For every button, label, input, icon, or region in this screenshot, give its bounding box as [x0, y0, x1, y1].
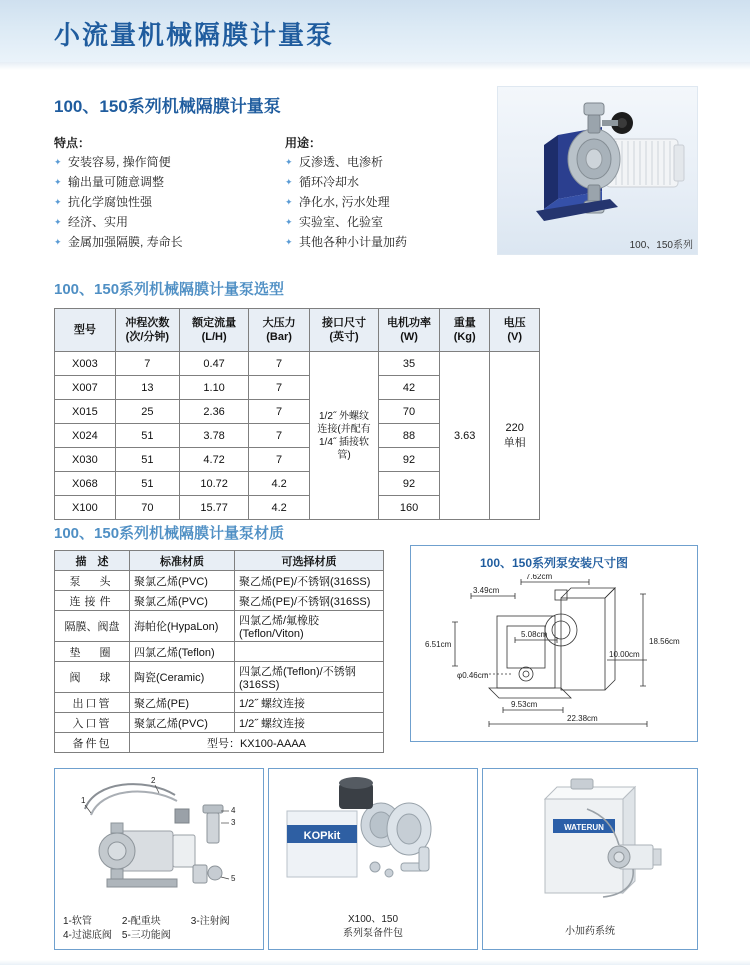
cell-description: 入口管: [55, 713, 130, 733]
cell-pressure: 7: [249, 424, 310, 448]
col-pressure: 大压力 (Bar): [249, 309, 310, 352]
cell-flow: 2.36: [179, 400, 248, 424]
dimension-svg: [411, 574, 697, 734]
features-list: [54, 152, 183, 252]
dim-label: 22.38cm: [567, 714, 598, 723]
list-item: ✦ 抗化学腐蚀性强: [54, 192, 183, 212]
cell-power: 92: [379, 448, 440, 472]
list-item: ✦ 实验室、化验室: [285, 212, 407, 232]
cell-strokes: 51: [115, 448, 179, 472]
cell-optional: 1/2˝ 螺纹连接: [235, 713, 384, 733]
intro-title: 100、150系列机械隔膜计量泵: [54, 97, 281, 116]
col-strokes: 冲程次数 (次/分钟): [115, 309, 179, 352]
panel-spare-kit: [268, 768, 478, 950]
cell-model: X015: [55, 400, 116, 424]
list-item: ✦ 输出量可随意调整: [54, 172, 183, 192]
table-row: [55, 591, 384, 611]
uses-heading: 用途：: [285, 136, 322, 150]
cell-model: X068: [55, 472, 116, 496]
cell-flow: 1.10: [179, 376, 248, 400]
cell-spare-label: 备件包: [55, 733, 130, 753]
cell-description: 连接件: [55, 591, 130, 611]
cell-description: 泵 头: [55, 571, 130, 591]
tank-brand: WATERUN: [564, 823, 604, 832]
cell-flow: 15.77: [179, 496, 248, 520]
cell-optional: 四氯乙烯/氟橡胶(Teflon/Viton): [235, 611, 384, 642]
cell-flow: 3.78: [179, 424, 248, 448]
list-item: ✦ 金属加强隔膜, 寿命长: [54, 232, 183, 252]
cell-standard: 聚氯乙烯(PVC): [130, 713, 235, 733]
features-heading: 特点：: [54, 136, 91, 150]
dimension-drawing: [410, 545, 698, 742]
cell-strokes: 51: [115, 472, 179, 496]
dim-label: 6.51cm: [425, 640, 452, 649]
cell-strokes: 7: [115, 352, 179, 376]
callout: 2: [151, 776, 156, 785]
pump-illustration: [498, 87, 697, 254]
spare-kit-illustration: [269, 769, 475, 897]
dimension-title: 100、150系列泵安装尺寸图: [479, 556, 629, 570]
cell-model: X100: [55, 496, 116, 520]
page-banner: [0, 0, 750, 63]
cell-strokes: 51: [115, 424, 179, 448]
cell-spare-value: 型号：KX100-AAAA: [130, 733, 384, 753]
cell-optional: 四氯乙烯(Teflon)/不锈钢(316SS): [235, 662, 384, 693]
page-bottom-edge: [0, 960, 750, 965]
cell-standard: 聚乙烯(PE): [130, 693, 235, 713]
col-voltage: 电压 (V): [490, 309, 540, 352]
material-table: [54, 550, 384, 753]
cell-description: 出口管: [55, 693, 130, 713]
selection-table: [54, 308, 540, 520]
cell-power: 160: [379, 496, 440, 520]
cell-power: 42: [379, 376, 440, 400]
list-item: ✦ 循环冷却水: [285, 172, 407, 192]
uses-list: [285, 152, 407, 252]
cell-optional: [235, 642, 384, 662]
dim-label: 10.00cm: [609, 650, 640, 659]
cell-description: 阀 球: [55, 662, 130, 693]
cell-standard: 聚氯乙烯(PVC): [130, 591, 235, 611]
dim-label: 5.08cm: [521, 630, 548, 639]
col-description: 描 述: [55, 551, 130, 571]
cell-description: 垫 圈: [55, 642, 130, 662]
table-header-row: [55, 309, 540, 352]
table-row: [55, 662, 384, 693]
cell-standard: 陶瓷(Ceramic): [130, 662, 235, 693]
callout: 1: [81, 796, 86, 805]
dosing-system-illustration: [483, 769, 695, 909]
cell-optional: 聚乙烯(PE)/不锈钢(316SS): [235, 571, 384, 591]
selection-title: 100、150系列机械隔膜计量泵选型: [54, 281, 285, 298]
panel-caption: X100、150 系列泵备件包: [343, 914, 403, 939]
cell-weight: 3.63: [440, 352, 490, 520]
cell-model: X007: [55, 376, 116, 400]
cell-flow: 0.47: [179, 352, 248, 376]
dim-label: 3.49cm: [473, 586, 500, 595]
cell-model: X003: [55, 352, 116, 376]
cell-pressure: 4.2: [249, 496, 310, 520]
col-flow: 额定流量 (L/H): [179, 309, 248, 352]
photo-caption: 100、150系列: [629, 240, 693, 251]
cell-power: 70: [379, 400, 440, 424]
callout: 3: [231, 818, 236, 827]
accessories-illustration: [55, 769, 261, 909]
cell-pressure: 4.2: [249, 472, 310, 496]
callout: 5: [231, 874, 236, 883]
cell-optional: 1/2˝ 螺纹连接: [235, 693, 384, 713]
col-standard-material: 标准材质: [130, 551, 235, 571]
cell-strokes: 13: [115, 376, 179, 400]
table-row: [55, 693, 384, 713]
list-item: ✦ 安装容易, 操作简便: [54, 152, 183, 172]
table-header-row: [55, 551, 384, 571]
cell-power: 35: [379, 352, 440, 376]
cell-standard: 海帕伦(HypaLon): [130, 611, 235, 642]
panel-caption: 小加药系统: [565, 926, 615, 937]
dim-label: 18.56cm: [649, 637, 680, 646]
cell-pressure: 7: [249, 448, 310, 472]
cell-flow: 4.72: [179, 448, 248, 472]
dim-label: 7.62cm: [525, 574, 553, 581]
list-item: ✦ 净化水, 污水处理: [285, 192, 407, 212]
dim-label: 9.53cm: [511, 700, 538, 709]
cell-pressure: 7: [249, 400, 310, 424]
panel-accessories: [54, 768, 264, 950]
cell-standard: 聚氯乙烯(PVC): [130, 571, 235, 591]
col-power: 电机功率 (W): [379, 309, 440, 352]
cell-model: X024: [55, 424, 116, 448]
cell-connection: 1/2˝ 外螺纹 连接(并配有 1/4˝ 插接软 管): [309, 352, 378, 520]
table-row: [55, 733, 384, 753]
table-row: [55, 713, 384, 733]
cell-power: 88: [379, 424, 440, 448]
cell-flow: 10.72: [179, 472, 248, 496]
cell-voltage: 220 单相: [490, 352, 540, 520]
cell-standard: 四氯乙烯(Teflon): [130, 642, 235, 662]
col-model: 型号: [55, 309, 116, 352]
table-row: [55, 352, 540, 376]
cell-description: 隔膜、阀盘: [55, 611, 130, 642]
cell-strokes: 70: [115, 496, 179, 520]
col-optional-material: 可选择材质: [235, 551, 384, 571]
cell-strokes: 25: [115, 400, 179, 424]
table-row: [55, 571, 384, 591]
list-item: ✦ 反渗透、电渗析: [285, 152, 407, 172]
dim-label: φ0.46cm: [457, 671, 489, 680]
panel-caption: 1-软管 2-配重块 3-注射阀 4-过滤底阀 5-三功能阀: [63, 916, 230, 941]
cell-pressure: 7: [249, 376, 310, 400]
table-row: [55, 642, 384, 662]
material-title: 100、150系列机械隔膜计量泵材质: [54, 525, 285, 542]
cell-model: X030: [55, 448, 116, 472]
product-photo: [497, 86, 698, 255]
banner-shadow: [0, 62, 750, 70]
panel-dosing-system: [482, 768, 698, 950]
list-item: ✦ 其他各种小计量加药: [285, 232, 407, 252]
col-connection: 接口尺寸 (英寸): [309, 309, 378, 352]
list-item: ✦ 经济、实用: [54, 212, 183, 232]
kit-brand: KOPkit: [303, 830, 341, 842]
callout: 4: [231, 806, 236, 815]
cell-optional: 聚乙烯(PE)/不锈钢(316SS): [235, 591, 384, 611]
col-weight: 重量 (Kg): [440, 309, 490, 352]
cell-pressure: 7: [249, 352, 310, 376]
cell-power: 92: [379, 472, 440, 496]
table-row: [55, 611, 384, 642]
page-title: 小流量机械隔膜计量泵: [54, 20, 335, 50]
